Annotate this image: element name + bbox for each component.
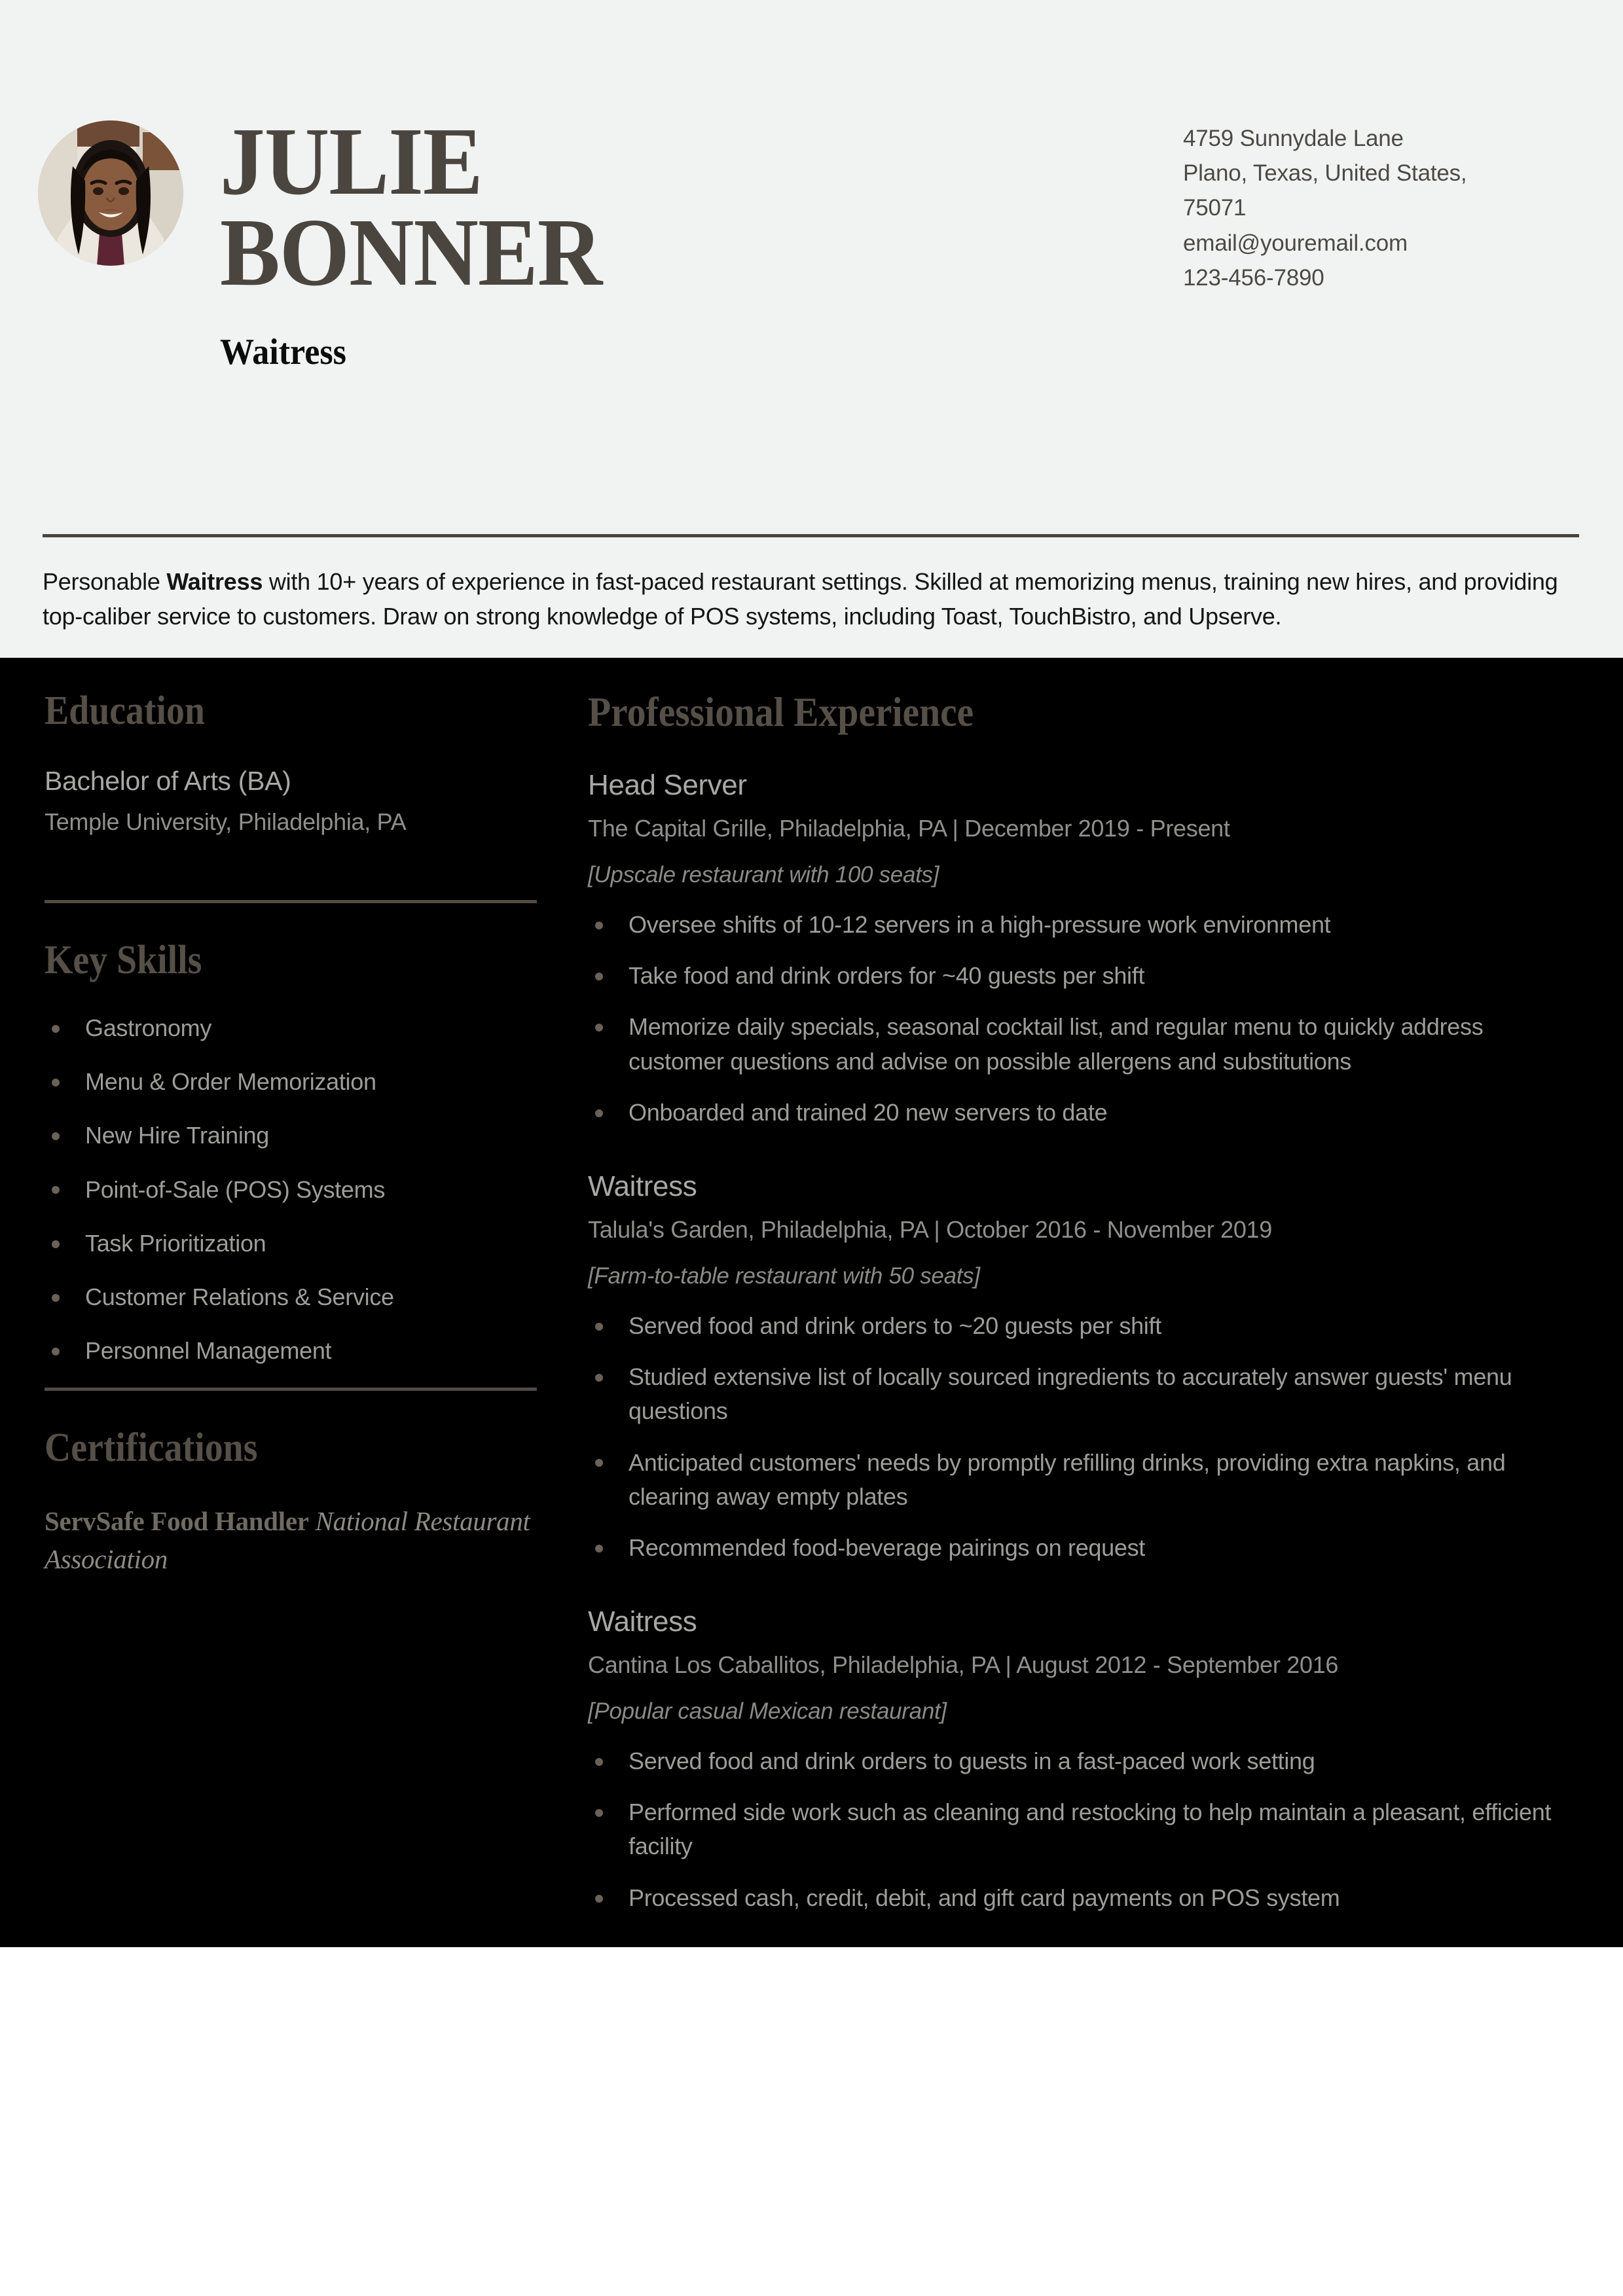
bullet-text: Oversee shifts of 10-12 servers in a high-pressure work environment: [629, 911, 1331, 938]
summary-bold: Waitress: [166, 568, 263, 595]
page-footer-whitespace: [0, 1947, 1623, 2296]
contact-phone[interactable]: 123-456-7890: [1183, 264, 1324, 291]
bullet-dot-icon: [595, 922, 603, 929]
experience-column: [588, 658, 1577, 1932]
contact-email[interactable]: email@youremail.com: [1183, 230, 1408, 256]
job-role: Head Server: [588, 769, 747, 801]
bullet-text: Served food and drink orders to guests in a fast-paced work setting: [629, 1748, 1315, 1775]
bullet-text: Studied extensive list of locally sourced ingredients to accurately answer guests' menu questions: [629, 1363, 1512, 1425]
job-meta: Talula's Garden, Philadelphia, PA | October 2016 - November 2019: [588, 1215, 1272, 1243]
page-title: Waitress: [220, 332, 346, 373]
job-note: [Upscale restaurant with 100 seats]: [588, 862, 939, 888]
contact-street: 4759 Sunnydale Lane: [1183, 126, 1404, 151]
summary-after: with 10+ years of experience in fast-paced restaurant settings. Skilled at memorizing menus, training new hires, and providing top-caliber service to customers. Draw on strong knowledge of POS systems, including Toast, TouchBistro, and Upserve.: [43, 568, 1558, 630]
key-skills-list: [45, 1011, 542, 1368]
skill-label: Customer Relations & Service: [85, 1283, 394, 1310]
bullet-dot-icon: [595, 1323, 603, 1331]
job-bullets: [588, 908, 1577, 1130]
bullet-dot-icon: [52, 1025, 60, 1033]
bullet-dot-icon: [52, 1186, 60, 1194]
certification-entry: [45, 1503, 542, 1578]
dark-content-panel: [0, 658, 1623, 1947]
bullet-dot-icon: [595, 1809, 603, 1817]
bullet-dot-icon: [52, 1294, 60, 1302]
skill-label: Task Prioritization: [85, 1229, 266, 1257]
skill-label: Personnel Management: [85, 1337, 332, 1365]
first-name: JULIE: [220, 108, 483, 215]
bullet-text: Performed side work such as cleaning and restocking to help maintain a pleasant, efficient facility: [629, 1799, 1552, 1860]
avatar: [38, 120, 183, 266]
contact-postal: 75071: [1183, 195, 1247, 221]
bullet-text: Processed cash, credit, debit, and gift card payments on POS system: [629, 1884, 1340, 1911]
sidebar-divider-1: [45, 900, 537, 903]
section-heading-professional-experience: Professional Experience: [588, 689, 974, 735]
job-role: Waitress: [588, 1170, 697, 1202]
section-heading-certifications: Certifications: [45, 1426, 258, 1471]
bullet-dot-icon: [595, 973, 603, 980]
bullet-dot-icon: [595, 1459, 603, 1467]
bullet-dot-icon: [52, 1132, 60, 1140]
job-role: Waitress: [588, 1605, 697, 1638]
certification-org: National Restaurant Association: [45, 1506, 530, 1574]
bullet-dot-icon: [52, 1348, 60, 1355]
bullet-text: Served food and drink orders to ~20 guests per shift: [629, 1312, 1161, 1339]
bullet-text: Anticipated customers' needs by promptly refilling drinks, providing extra napkins, and clearing away empty plates: [629, 1448, 1506, 1510]
list-item: [588, 1531, 1577, 1565]
header-divider: [43, 534, 1579, 537]
job-bullets: [588, 1744, 1577, 1915]
resume-header: [0, 0, 1623, 658]
summary-paragraph: [43, 564, 1578, 634]
skill-label: Point-of-Sale (POS) Systems: [85, 1175, 386, 1203]
bullet-dot-icon: [595, 1895, 603, 1903]
experience-entry: [588, 1605, 1577, 1915]
list-item: [45, 1065, 542, 1099]
education-school: Temple University, Philadelphia, PA: [45, 808, 407, 835]
list-item: [45, 1280, 542, 1314]
bullet-text: Recommended food-beverage pairings on request: [629, 1534, 1145, 1561]
experience-entry: [588, 769, 1577, 1130]
job-meta: The Capital Grille, Philadelphia, PA | December 2019 - Present: [588, 815, 1230, 842]
job-note: [Popular casual Mexican restaurant]: [588, 1698, 947, 1725]
bullet-dot-icon: [595, 1758, 603, 1766]
section-heading-key-skills: Key Skills: [45, 938, 202, 982]
list-item: [588, 1309, 1577, 1343]
list-item: [588, 1446, 1577, 1514]
list-item: [588, 1096, 1577, 1130]
bullet-text: Take food and drink orders for ~40 guests per shift: [629, 962, 1145, 990]
sidebar-divider-2: [45, 1388, 537, 1391]
list-item: [45, 1119, 542, 1153]
list-item: [45, 1227, 542, 1261]
sidebar-column: [45, 658, 542, 1578]
bullet-dot-icon: [595, 1109, 603, 1117]
job-meta: Cantina Los Caballitos, Philadelphia, PA | August 2012 - September 2016: [588, 1651, 1339, 1679]
education-degree: Bachelor of Arts (BA): [45, 766, 291, 796]
list-item: [45, 1334, 542, 1368]
list-item: [588, 1795, 1577, 1863]
skill-label: New Hire Training: [85, 1122, 270, 1149]
bullet-dot-icon: [595, 1545, 603, 1552]
experience-entry: [588, 1170, 1577, 1565]
bullet-dot-icon: [595, 1374, 603, 1382]
name-block: [220, 108, 1169, 373]
section-heading-education: Education: [45, 689, 205, 733]
list-item: [588, 1360, 1577, 1428]
bullet-text: Memorize daily specials, seasonal cocktail list, and regular menu to quickly address customer questions and advise on possible allergens and substitutions: [629, 1013, 1484, 1075]
job-bullets: [588, 1309, 1577, 1565]
contact-city-region: Plano, Texas, United States,: [1183, 160, 1467, 187]
bullet-text: Onboarded and trained 20 new servers to date: [629, 1098, 1108, 1126]
bullet-dot-icon: [52, 1079, 60, 1086]
bullet-dot-icon: [595, 1024, 603, 1031]
contact-block: [1183, 121, 1576, 295]
list-item: [588, 908, 1577, 942]
last-name: BONNER: [220, 199, 602, 307]
certification-name: ServSafe Food Handler: [45, 1506, 309, 1537]
list-item: [588, 1010, 1577, 1078]
list-item: [588, 1744, 1577, 1778]
list-item: [45, 1011, 542, 1045]
list-item: [45, 1173, 542, 1207]
job-note: [Farm-to-table restaurant with 50 seats]: [588, 1263, 980, 1289]
summary-before: Personable: [43, 568, 167, 595]
list-item: [588, 959, 1577, 993]
skill-label: Gastronomy: [85, 1014, 212, 1041]
bullet-dot-icon: [52, 1240, 60, 1248]
skill-label: Menu & Order Memorization: [85, 1068, 376, 1096]
list-item: [588, 1881, 1577, 1915]
